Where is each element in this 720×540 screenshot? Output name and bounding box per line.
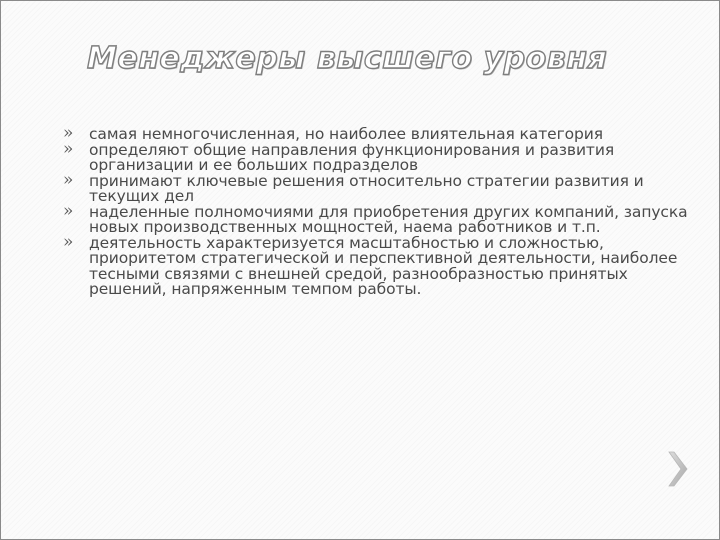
slide-title: Менеджеры высшего уровня xyxy=(87,41,608,76)
bullet-text: принимают ключевые решения относительно стратегии развития и текущих дел xyxy=(89,171,644,205)
next-slide-button[interactable] xyxy=(661,447,695,491)
bullet-marker: » xyxy=(63,231,74,252)
chevron-right-icon xyxy=(661,447,695,491)
bullet-text: наделенные полномочиями для приобретения других компаний, запуска новых производственных мощностей, наема работников и т.п. xyxy=(89,202,688,236)
list-item xyxy=(63,231,703,298)
bullet-marker: » xyxy=(63,138,74,159)
bullet-list xyxy=(63,123,703,298)
bullet-marker: » xyxy=(63,169,74,190)
bullet-marker: » xyxy=(63,200,74,221)
bullet-text: определяют общие направления функционирования и развития организации и ее больших подразделов xyxy=(89,140,615,174)
list-item xyxy=(63,138,703,174)
list-item xyxy=(63,169,703,205)
bullet-text: деятельность характеризуется масштабностью и сложностью, приоритетом стратегической и перспективной деятельности, наиболее тесными связями с внешней средой, разнообразностью принятых решений, напряженным темпом работы. xyxy=(89,233,678,298)
bullet-marker: » xyxy=(63,123,74,143)
bullet-text: самая немногочисленная, но наиболее влиятельная категория xyxy=(89,125,603,143)
list-item xyxy=(63,200,703,236)
